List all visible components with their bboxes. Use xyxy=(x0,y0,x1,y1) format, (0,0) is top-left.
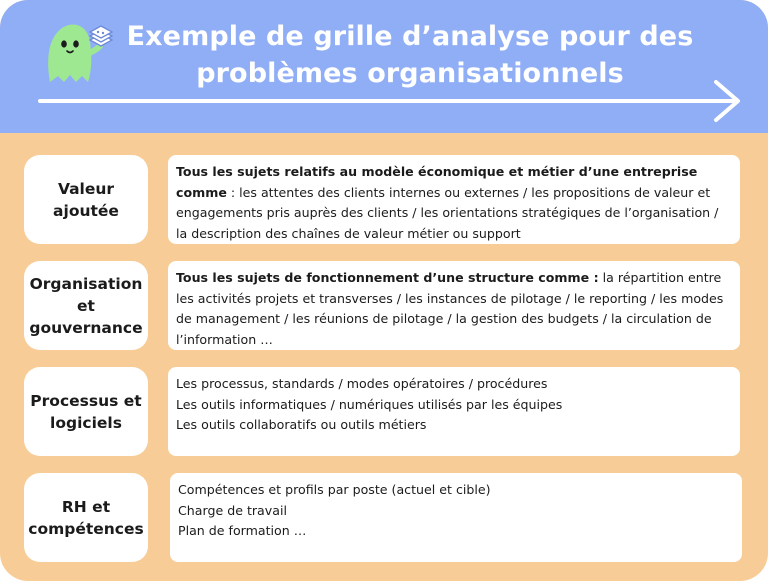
row-body-text: : les attentes des clients internes ou externes / les propositions de valeur et engagements pris auprès des clients / les orientations stratégiques de l’organisation / la description des chaînes de valeur métier ou support xyxy=(176,184,719,241)
list-item: Les outils collaboratifs ou outils métiers xyxy=(176,417,427,432)
ghost-mascot-with-layers-icon xyxy=(40,20,114,86)
list-item: Charge de travail xyxy=(178,502,287,518)
row-label-processus-logiciels: Processus et logiciels xyxy=(24,367,148,456)
row-lead-text: Tous les sujets relatifs au modèle économique et métier d’une entreprise comme xyxy=(176,164,698,200)
header-banner xyxy=(0,0,768,133)
list-item: Les processus, standards / modes opératoires / procédures xyxy=(176,376,548,391)
list-item: Les outils informatiques / numériques utilisés par les équipes xyxy=(176,396,563,412)
row-content-rh-competences xyxy=(170,473,742,562)
page-title: Exemple de grille d’analyse pour des problèmes organisationnels xyxy=(126,21,694,89)
row-content-processus-logiciels xyxy=(168,367,740,456)
row-lead-text: Tous les sujets de fonctionnement d’une structure comme : xyxy=(176,270,599,285)
row-label-rh-competences: RH et compétences xyxy=(24,473,148,562)
row-label-organisation-gouvernance: Organisation et gouvernance xyxy=(24,261,148,350)
right-arrow-icon xyxy=(38,80,744,124)
row-content-valeur-ajoutee xyxy=(168,155,740,244)
list-item: Plan de formation … xyxy=(178,523,307,538)
row-label-valeur-ajoutee: Valeur ajoutée xyxy=(24,155,148,244)
row-content-organisation-gouvernance xyxy=(168,261,740,350)
list-item: Compétences et profils par poste (actuel et cible) xyxy=(178,482,491,497)
row-body-text: la répartition entre les activités projets et transverses / les instances de pilotage / le reporting / les modes de management / les réunions de pilotage / la gestion des budgets / la circulation de l’information … xyxy=(176,270,724,347)
